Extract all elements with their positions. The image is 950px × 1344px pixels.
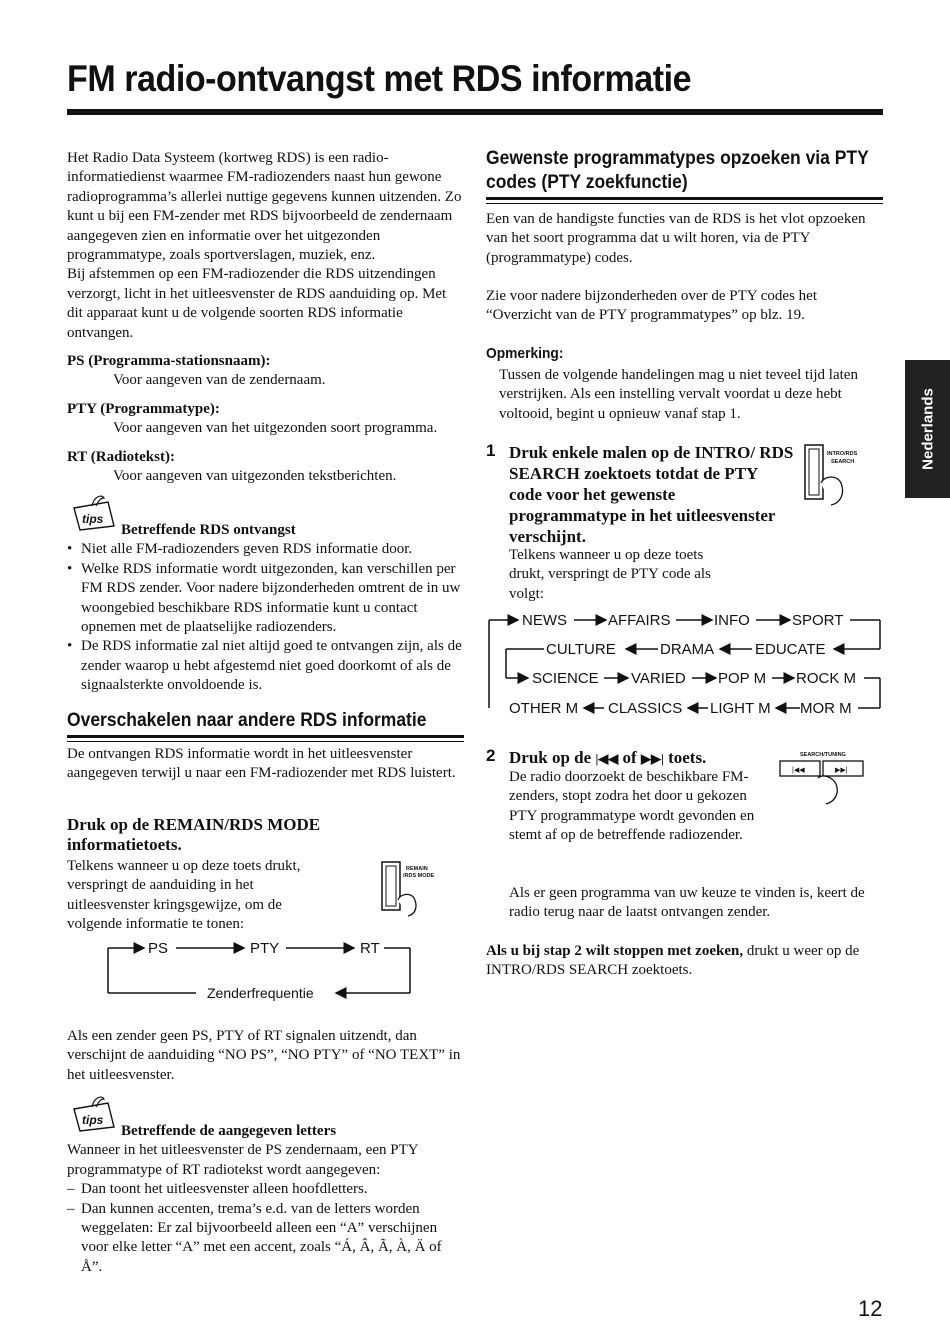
no-signal-text: Als een zender geen PS, PTY of RT signalen uitzendt, dan verschijnt de aanduiding “NO PS”, “NO PTY” of “NO TEXT” in het uitleesvenster.: [67, 1028, 461, 1083]
tips-icon-label: tips: [82, 1113, 104, 1127]
intro-rds-search-button: [803, 443, 867, 512]
tips-intro: Wanneer in het uitleesvenster de PS zendernaam, een PTY programmatype of RT radiotekst wordt aangegeven:: [67, 1142, 419, 1178]
pty-code-label: DRAMA: [660, 641, 715, 658]
svg-text:/RDS MODE: /RDS MODE: [403, 873, 435, 879]
pty-code-label: POP M: [718, 670, 767, 687]
tips-letters: [67, 1122, 464, 1277]
pty-reference: Zie voor nadere bijzonderheden over de PTY codes het “Overzicht van de PTY programmatypes” op blz. 19.: [486, 288, 817, 324]
step2-text-2: Als er geen programma van uw keuze te vinden is, keert de radio terug naar de laatst ontvangen zender.: [509, 885, 865, 921]
pty-code-label: AFFAIRS: [608, 612, 671, 629]
definition-desc: Voor aangeven van de zendernaam.: [113, 372, 326, 389]
definition-desc: Voor aangeven van het uitgezonden soort programma.: [113, 420, 438, 437]
pty-code-label: ROCK M: [796, 670, 856, 687]
switch-step-text: Telkens wanneer u op deze toets drukt, verspringt de aanduiding in het uitleesvenster kringsgewijze, om de volgende informatie te tonen:: [67, 858, 301, 933]
diagram-label: PTY: [250, 940, 280, 957]
svg-text:SEARCH/TUNING: SEARCH/TUNING: [800, 752, 846, 758]
rds-definition: [67, 400, 464, 439]
rds-definition: [67, 448, 464, 487]
svg-text:|◀◀: |◀◀: [792, 767, 805, 774]
intro-text: [67, 149, 464, 487]
stop-search-text: Als u bij stap 2 wilt stoppen met zoeken, drukt u weer op de INTRO/RDS SEARCH zoektoets.: [486, 943, 860, 979]
intro-paragraph-2: Bij afstemmen op een FM-radiozender die RDS uitzendingen verzorgt, licht in het uitleesvenster de RDS aanduiding op. Met dit apparaat kunt u de volgende soorten RDS informatie ontvangen.: [67, 266, 447, 341]
svg-text:INTRO/RDS: INTRO/RDS: [827, 451, 858, 457]
tips-heading: Betreffende de aangegeven letters: [121, 1123, 337, 1139]
skip-back-icon: |◀◀: [595, 751, 619, 766]
step2-text: De radio doorzoekt de beschikbare FM-zenders, stopt zodra het door u gekozen PTY programmatype wordt gevonden en stemt af op de betreffende radiozender.: [509, 769, 755, 844]
language-tab: [905, 360, 950, 498]
diagram-label: Zenderfrequentie: [207, 985, 314, 1001]
pty-code-label: VARIED: [631, 670, 686, 687]
step2-heading: Druk op de |◀◀ of ▶▶| toets.: [509, 748, 707, 767]
definition-term: PTY (Programmatype):: [67, 400, 220, 417]
list-item: • De RDS informatie zal niet altijd goed te ontvangen zijn, als de zender waarop u hebt afgestemd niet goed doorkomt of als de signaalsterkte onvoldoende is.: [67, 638, 462, 694]
page-number: 12: [858, 1296, 883, 1321]
pty-code-label: MOR M: [800, 700, 852, 717]
section-heading-pty-line1: Gewenste programmatypes opzoeken via PTY: [486, 148, 869, 169]
svg-text:REMAIN: REMAIN: [406, 866, 428, 872]
tips-rds-reception: [67, 521, 464, 696]
note-heading: Opmerking:: [486, 345, 564, 362]
section-rule: [486, 197, 883, 200]
pty-code-label: SPORT: [792, 612, 844, 629]
language-tab-label: Nederlands: [919, 388, 936, 470]
pty-code-label: NEWS: [522, 612, 567, 629]
tips-heading: Betreffende RDS ontvangst: [121, 522, 296, 538]
section-rule-thin: [67, 741, 464, 742]
svg-text:▶▶|: ▶▶|: [835, 767, 848, 774]
diagram-label: RT: [360, 940, 380, 957]
pty-intro: Een van de handigste functies van de RDS is het vlot opzoeken van het soort programma dat u wilt horen, via de PTY (programmatype) codes.: [486, 211, 866, 266]
step1-text: Telkens wanneer u op deze toets drukt, verspringt de PTY code als volgt:: [509, 547, 711, 602]
search-tuning-buttons: [778, 748, 878, 811]
pty-code-label: LIGHT M: [710, 700, 771, 717]
pty-code-label: CULTURE: [546, 641, 616, 658]
remain-rds-mode-button: [380, 858, 440, 923]
switch-intro: De ontvangen RDS informatie wordt in het uitleesvenster aangegeven terwijl u naar een FM-radiozender met RDS luistert.: [67, 746, 456, 782]
list-item: • Niet alle FM-radiozenders geven RDS informatie door.: [67, 541, 413, 558]
section-rule-thin: [486, 203, 883, 204]
page-title: FM radio-ontvangst met RDS informatie: [67, 58, 692, 99]
list-item: • Welke RDS informatie wordt uitgezonden, kan verschillen per FM RDS zender. Voor nadere bijzonderheden omtrent de in uw woongebied beschikbare RDS informatie kunt u contact opnemen met de plaatselijke radiozenders.: [67, 560, 461, 636]
rds-definition: [67, 352, 464, 391]
step-number: 2: [486, 746, 496, 765]
svg-text:SEARCH: SEARCH: [831, 459, 855, 465]
definition-term: RT (Radiotekst):: [67, 448, 175, 465]
section-heading-pty-line2: codes (PTY zoekfunctie): [486, 172, 688, 193]
definition-desc: Voor aangeven van uitgezonden tekstberichten.: [113, 468, 397, 485]
pty-code-label: INFO: [714, 612, 750, 629]
step-number: 1: [486, 441, 496, 460]
list-item: – Dan kunnen accenten, trema’s e.d. van de letters worden weggelaten: Er zal bijvoorbeeld alleen een “A” verschijnen voor elke letter “A” met een accent, zoals “Á, Â, Ã, À, Ä of Å”.: [67, 1200, 442, 1275]
intro-paragraph-1: Het Radio Data Systeem (kortweg RDS) is een radio-informatiedienst waarmee FM-radiozenders naast hun gewone radioprogramma’s allerlei nuttige gegevens kunnen uitzenden. Zo kunt u bij een FM-zender met RDS bijvoorbeeld de zendernaam aangegeven zien en informatie over het uitgezonden programmatype, zoals sportverslagen, muziek, enz.: [67, 150, 462, 264]
pty-code-label: OTHER M: [509, 700, 579, 717]
switch-step-heading: Druk op de REMAIN/RDS MODE informatietoets.: [67, 815, 321, 854]
diagram-label: PS: [148, 940, 169, 957]
title-rule: [67, 109, 883, 115]
pty-code-label: SCIENCE: [532, 670, 599, 687]
pty-code-label: CLASSICS: [608, 700, 683, 717]
definition-term: PS (Programma-stationsnaam):: [67, 353, 271, 370]
note-text: Tussen de volgende handelingen mag u niet teveel tijd laten verstrijken. Als een instelling vervalt voordat u deze hebt voltooid, begint u opnieuw vanaf stap 1.: [499, 367, 858, 422]
section-rule: [67, 735, 464, 738]
list-item: – Dan toont het uitleesvenster alleen hoofdletters.: [67, 1181, 368, 1198]
step1-heading: Druk enkele malen op de INTRO/ RDS SEARCH zoektoets totdat de PTY code voor het gewenste programmatype in het uitleesvenster verschijnt.: [509, 443, 794, 546]
section-heading-switch: Overschakelen naar andere RDS informatie: [67, 710, 427, 731]
skip-forward-icon: ▶▶|: [640, 751, 664, 766]
pty-code-label: EDUCATE: [755, 641, 826, 658]
tips-icon-label: tips: [82, 512, 104, 526]
